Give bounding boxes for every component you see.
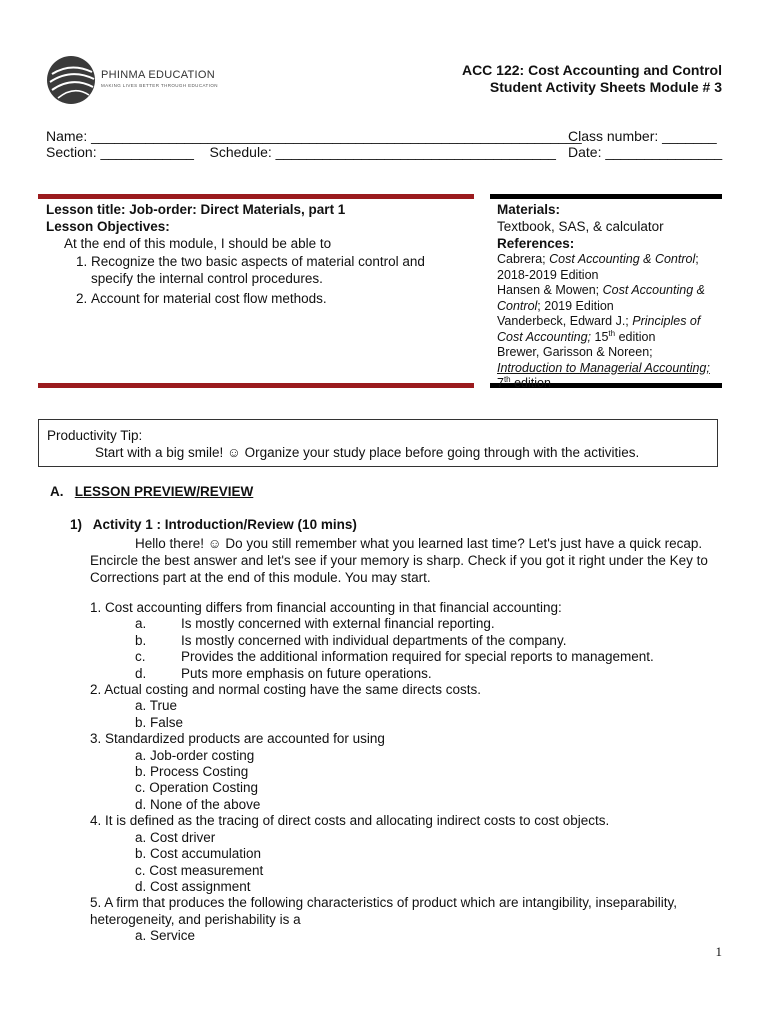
ref-edition-number: 7 [497, 376, 504, 390]
ref-author: Hansen & Mowen; [497, 283, 603, 297]
question-text: 2. Actual costing and normal costing have the same directs costs. [90, 682, 481, 698]
ref-author: Brewer, Garisson & Noreen; [497, 345, 653, 359]
option-letter: d. [135, 665, 147, 681]
activity-number: 1) [70, 517, 83, 532]
reference-2 [497, 283, 722, 314]
ref-title: Introduction to Managerial Accounting; [497, 360, 710, 375]
materials-top-rule [490, 194, 722, 199]
answer-option[interactable]: d. None of the above [135, 796, 261, 812]
question-text: 5. A firm that produces the following characteristics of product which are intangibility, inseparability, heterogeneity, and perishability is a [90, 895, 678, 927]
answer-option[interactable]: b. Process Costing [135, 764, 249, 780]
activity-instructions [90, 535, 730, 586]
ref-edition: ; 2019 Edition [537, 298, 614, 313]
productivity-tip-box [38, 419, 718, 467]
section-a-heading [50, 484, 253, 499]
option-letter: b. [135, 632, 147, 648]
header-titles [462, 62, 722, 96]
schedule-label: Schedule: [209, 144, 272, 160]
option-text: Is mostly concerned with individual departments of the company. [181, 632, 567, 648]
page-number: 1 [715, 944, 722, 959]
tip-text: Start with a big smile! ☺ Organize your study place before going through with the activities. [95, 445, 640, 460]
name-row [46, 128, 582, 144]
answer-option[interactable] [90, 666, 730, 682]
date-row [568, 144, 722, 160]
answer-option[interactable]: a. True [135, 698, 178, 714]
materials-block [497, 201, 722, 392]
option-letter: c. [135, 649, 146, 665]
answer-option[interactable] [90, 649, 730, 665]
objective-item: 1. Recognize the two basic aspects of material control and specify the internal control procedures. [91, 253, 466, 287]
ref-title: Cost Accounting & Control [497, 283, 705, 313]
question-1 [90, 600, 730, 682]
answer-option[interactable]: a. Service [135, 928, 196, 944]
ref-edition: edition [510, 376, 551, 390]
logo-tagline: MAKING LIVES BETTER THROUGH EDUCATION [101, 83, 218, 88]
answer-option[interactable] [90, 616, 730, 632]
materials-label: Materials: [497, 202, 561, 217]
lesson-top-rule [38, 194, 474, 199]
class-number-label: Class number: [568, 128, 659, 144]
ref-superscript: th [503, 374, 511, 384]
ref-title: Principles of Cost Accounting; [497, 314, 701, 344]
answer-option[interactable]: c. Operation Costing [135, 780, 259, 796]
lesson-title: Lesson title: Job-order: Direct Materials, part 1 [46, 202, 346, 217]
answer-option[interactable] [90, 633, 730, 649]
option-letter: a. [135, 616, 147, 632]
question-text: 4. It is defined as the tracing of direct costs and allocating indirect costs to cost objects. [90, 813, 610, 829]
references-label: References: [497, 236, 575, 251]
reference-4 [497, 345, 722, 392]
question-2 [90, 682, 730, 731]
section-label: Section: [46, 144, 97, 160]
name-label: Name: [46, 128, 88, 144]
question-4 [90, 813, 730, 895]
answer-option[interactable]: b. Cost accumulation [135, 846, 262, 862]
question-text: 1. Cost accounting differs from financial accounting in that financial accounting: [90, 600, 562, 615]
objectives-label: Lesson Objectives: [46, 219, 170, 234]
ref-edition: edition [615, 329, 656, 344]
answer-option[interactable]: a. Job-order costing [135, 747, 255, 763]
option-text: Provides the additional information required for special reports to management. [181, 649, 654, 665]
schedule-blank[interactable]: ____________________________________ [275, 144, 556, 160]
section-title: LESSON PREVIEW/REVIEW [74, 484, 254, 499]
lesson-bottom-rule [38, 383, 474, 388]
tip-label: Productivity Tip: [47, 428, 143, 443]
answer-option[interactable]: a. Cost driver [135, 829, 216, 845]
answer-option[interactable]: d. Cost assignment [135, 878, 251, 894]
option-text: Is mostly concerned with external financial reporting. [181, 616, 495, 632]
name-blank[interactable]: _______________________________________________________________ [91, 128, 582, 144]
logo-name: PHINMA EDUCATION [101, 69, 215, 81]
date-blank[interactable]: _______________ [605, 144, 723, 160]
lesson-block [46, 201, 466, 308]
ref-author: Vanderbeck, Edward J.; [497, 314, 633, 328]
section-letter: A. [50, 484, 64, 499]
objectives-intro: At the end of this module, I should be able to [64, 236, 332, 251]
reference-1 [497, 252, 722, 283]
question-list [90, 600, 730, 945]
instructions-rest: Encircle the best answer and let's see if your memory is sharp. Check if you got it right under the Key to Corrections part at the end of this module. You may start. [90, 553, 708, 585]
materials-text: Textbook, SAS, & calculator [497, 219, 664, 234]
objectives-list [46, 253, 466, 307]
section-row [46, 144, 556, 160]
answer-option[interactable]: b. False [135, 714, 184, 730]
ref-title: Cost Accounting & Control [549, 252, 696, 266]
objective-item: 2. Account for material cost flow methods. [91, 290, 466, 307]
activity-heading [70, 517, 357, 532]
class-number-blank[interactable]: _______ [662, 128, 717, 144]
instructions-line1: Hello there! ☺ Do you still remember what you learned last time? Let's just have a quick recap. [135, 536, 703, 551]
ref-edition: ; 2018-2019 Edition [497, 252, 699, 282]
course-title: ACC 122: Cost Accounting and Control [461, 62, 722, 78]
module-title: Student Activity Sheets Module # 3 [489, 79, 722, 95]
ref-superscript: th [608, 328, 616, 338]
question-3 [90, 731, 730, 813]
option-text: Puts more emphasis on future operations. [181, 665, 432, 681]
class-number-row [568, 128, 717, 144]
ref-author: Cabrera; [497, 252, 550, 266]
reference-3 [497, 314, 722, 345]
answer-option[interactable]: c. Cost measurement [135, 862, 264, 878]
ref-edition-number: 15 [591, 329, 609, 344]
question-5 [90, 895, 730, 944]
date-label: Date: [568, 144, 602, 160]
question-text: 3. Standardized products are accounted for using [90, 731, 385, 747]
section-blank[interactable]: ____________ [100, 144, 194, 160]
activity-title: Activity 1 : Introduction/Review (10 mins) [92, 517, 357, 532]
